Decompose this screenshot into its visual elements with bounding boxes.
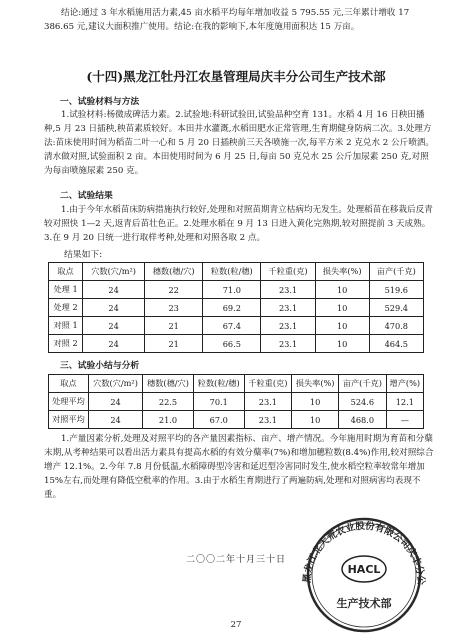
table-row: [49, 393, 424, 411]
table-cell: 470.8: [369, 317, 423, 335]
table-cell: 对照 1: [49, 317, 83, 335]
table-header-row: [49, 375, 424, 393]
header-cell: 穴数(穴/m²): [83, 263, 145, 281]
seal-bottom-text: 生产技术部: [336, 597, 392, 610]
table-cell: 10: [292, 411, 339, 429]
intro-paragraph: 结论:通过 3 年水稻施用活力素,45 亩水稻平均每年增加收益 5 795.55 元,三年累计增收 17 386.65 元,建议大面积推广使用。结论:在我的影响下,本年度施用面积达 15 万亩。: [44, 8, 410, 32]
table-row: [49, 411, 424, 429]
header-cell: 粒数(粒/穗): [193, 375, 244, 393]
table-cell: 23.1: [261, 299, 315, 317]
table-cell: 23: [145, 299, 203, 317]
document-date: 二〇〇二年十月三十日: [185, 555, 286, 565]
table-cell: 10: [292, 393, 339, 411]
company-seal: [296, 517, 432, 637]
table-row: [49, 335, 424, 353]
seal-center-text: HACL: [347, 563, 381, 576]
table-cell: 70.1: [193, 393, 244, 411]
section3-paragraph: 1.产量因素分析,处理及对照平均的各产量因素指标、亩产、增产情况。今年施用时期为育苗和分蘖末期,从考种结果可以看出活力素具有提高水稻的有效分蘖率(7%)和增加穗粒数(8.4%)作用,较对照综合增产 12.1%。2.今年 7.8 月份低温,水稻障碍型冷害和延迟型冷害同时发生,使水稻空粒率较常年增加 15%左右,而处理有降低空秕率的作用。3.由于水稻生育期进行了两遍防病,处理和对照病害均表现不重。: [44, 434, 434, 500]
seal-ring-text: 黑龙江北大荒农业股份有限公司庆丰分公: [301, 520, 427, 586]
section2-title: 二、试验结果: [60, 191, 113, 201]
table-cell: 10: [315, 299, 369, 317]
table-cell: 处理平均: [49, 393, 89, 411]
table-row: [49, 281, 424, 299]
table-cell: 464.5: [369, 335, 423, 353]
table-cell: 21.0: [143, 411, 194, 429]
table-cell: 524.6: [339, 393, 386, 411]
header-cell: 损失率(%): [292, 375, 339, 393]
table-cell: 529.4: [369, 299, 423, 317]
table-cell: 23.1: [261, 281, 315, 299]
header-cell: 增产(%): [386, 375, 423, 393]
table-cell: 67.0: [193, 411, 244, 429]
results-table: [48, 262, 424, 353]
table-cell: —: [386, 411, 423, 429]
seal-graphic: [296, 517, 432, 633]
table-cell: 处理 1: [49, 281, 83, 299]
section-heading: (十四)黑龙江牡丹江农垦管理局庆丰分公司生产技术部: [86, 69, 386, 84]
table-cell: 10: [315, 317, 369, 335]
table-cell: 23.1: [261, 335, 315, 353]
table-cell: 519.6: [369, 281, 423, 299]
page-number: 27: [230, 620, 242, 630]
table-cell: 24: [88, 393, 142, 411]
table-cell: 10: [315, 335, 369, 353]
table-cell: 24: [88, 411, 142, 429]
table-cell: 24: [83, 281, 145, 299]
header-cell: 取点: [49, 375, 89, 393]
header-cell: 损失率(%): [315, 263, 369, 281]
table-cell: 21: [145, 317, 203, 335]
table-cell: 468.0: [339, 411, 386, 429]
section1-paragraph: 1.试验材料:杨微成碑活力素。2.试验地:科研试验田,试验品种空育 131。水稻 4 月 16 日秧田播种,5 月 23 日插秧,秧苗素质较好。本田井水灌溉,水稻田肥水正常管理,生育期健身防病二次。3.处理方法:苗床使用时间为稻苗二叶一心和 5 月 20 日插秧前三天各喷施一次,每平方米 2 克兑水 2 公斤喷洒。清水做对照,试验面积 2 亩。本田使用时间为 6 月 25 日,每亩 50 克兑水 25 公斤加尿素 250 克,对照为每亩喷施尿素 250 克。: [44, 110, 434, 176]
table-cell: 处理 2: [49, 299, 83, 317]
table-cell: 23.1: [244, 393, 291, 411]
section3-title: 三、试验小结与分析: [60, 361, 140, 371]
table-cell: 71.0: [203, 281, 261, 299]
header-cell: 取点: [49, 263, 83, 281]
table-cell: 12.1: [386, 393, 423, 411]
table-cell: 21: [145, 335, 203, 353]
table-cell: 67.4: [203, 317, 261, 335]
table-cell: 24: [83, 335, 145, 353]
table-cell: 24: [83, 317, 145, 335]
table-cell: 23.1: [244, 411, 291, 429]
header-cell: 穴数(穴/m²): [88, 375, 142, 393]
results-label: 结果如下:: [64, 250, 103, 260]
table-cell: 对照平均: [49, 411, 89, 429]
header-cell: 千粒重(克): [261, 263, 315, 281]
table-row: [49, 299, 424, 317]
header-cell: 粒数(粒/穗): [203, 263, 261, 281]
table-cell: 对照 2: [49, 335, 83, 353]
section2-paragraph: 1.由于今年水稻苗床防病措施执行较好,处理和对照苗期青立枯病均无发生。处理稻苗在移栽后反青较对照快 1—2 天,返青后苗壮色正。2.处理水稻在 9 月 13 日进入黄化完熟期,较对照提前 3 天成熟。3.在 9 月 20 日统一进行取样考种,处理和对照各取 2 点。: [44, 205, 433, 243]
table-row: [49, 317, 424, 335]
table-cell: 22: [145, 281, 203, 299]
header-cell: 亩产(千克): [339, 375, 386, 393]
table-cell: 23.1: [261, 317, 315, 335]
header-cell: 亩产(千克): [369, 263, 423, 281]
header-cell: 千粒重(克): [244, 375, 291, 393]
summary-table: [48, 374, 424, 429]
table-cell: 24: [83, 299, 145, 317]
section1-title: 一、试验材料与方法: [60, 97, 140, 107]
header-cell: 穗数(穗/穴): [143, 375, 194, 393]
table-header-row: [49, 263, 424, 281]
header-cell: 穗数(穗/穴): [145, 263, 203, 281]
table-cell: 66.5: [203, 335, 261, 353]
table-cell: 10: [315, 281, 369, 299]
table-cell: 69.2: [203, 299, 261, 317]
table-cell: 22.5: [143, 393, 194, 411]
